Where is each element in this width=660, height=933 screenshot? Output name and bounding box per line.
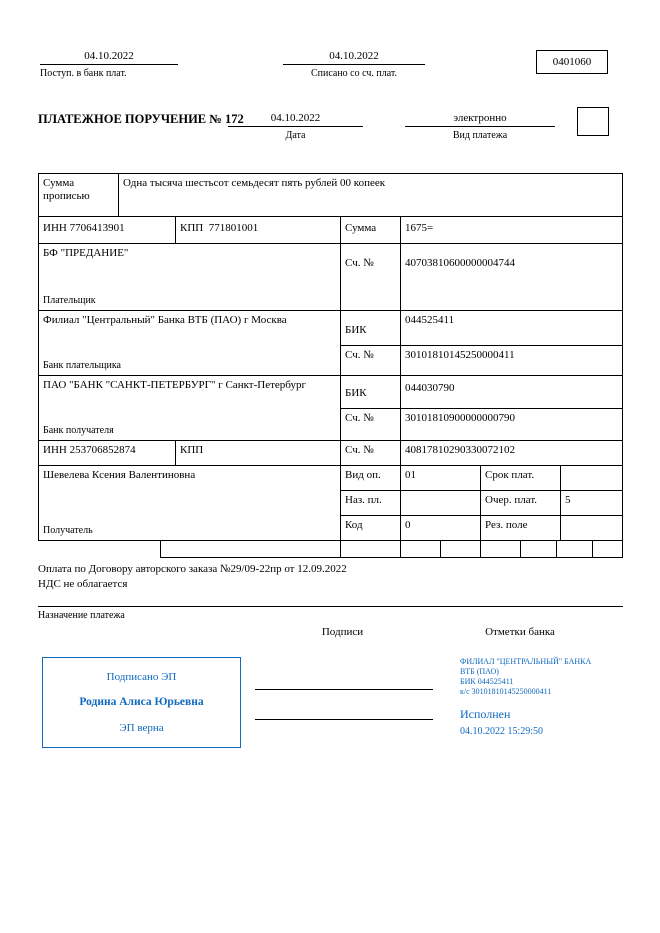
strip-cell-1 [160, 540, 341, 558]
recipient-kpp-cell: КПП [175, 440, 341, 466]
recipient-bank-account-label-cell: Сч. № [340, 408, 401, 441]
bank-marks-label: Отметки банка [485, 626, 555, 638]
received-in-bank-label: Поступ. в банк плат. [40, 68, 127, 79]
stamp-bank-name-line-2: ВТБ (ПАО) [460, 667, 499, 676]
ocher-plat-label-cell: Очер. плат. [480, 490, 561, 516]
status-box [577, 107, 609, 136]
strip-cell-2 [340, 540, 401, 558]
purpose-text [38, 562, 622, 592]
strip-cell-3 [400, 540, 441, 558]
document-title: ПЛАТЕЖНОЕ ПОРУЧЕНИЕ № 172 [38, 112, 244, 126]
recipient-name: Шевелева Ксения Валентиновна [43, 469, 196, 481]
amount-label-cell: Сумма [340, 216, 401, 244]
date-label: Дата [285, 130, 306, 141]
recipient-cell [38, 465, 341, 541]
recipient-bank-bik-label-cell: БИК [340, 375, 401, 409]
payer-account-label-cell: Сч. № [340, 243, 401, 311]
signature-line-2 [255, 719, 433, 720]
payer-cell [38, 243, 341, 311]
payer-bank-label: Банк плательщика [43, 360, 121, 371]
payer-inn-cell: ИНН 7706413901 [38, 216, 176, 244]
recipient-account-cell: 40817810290330072102 [400, 440, 623, 466]
recipient-bank-name: ПАО "БАНК "САНКТ-ПЕТЕРБУРГ" г Санкт-Петербург [43, 379, 306, 391]
srok-plat-label-cell: Срок плат. [480, 465, 561, 491]
ocher-plat-value-cell: 5 [560, 490, 623, 516]
debited-from-account-field [283, 50, 425, 79]
strip-cell-8 [592, 540, 623, 558]
stamp-bik: БИК 044525411 [460, 677, 514, 686]
rez-pole-value-cell [560, 515, 623, 541]
recipient-bank-account-cell: 30101810900000000790 [400, 408, 623, 441]
payer-bank-account-cell: 30101810145250000411 [400, 345, 623, 376]
stamp-corr-account: к/с 30101810145250000411 [460, 687, 552, 696]
recipient-label: Получатель [43, 525, 93, 536]
date-value: 04.10.2022 [228, 112, 363, 127]
ep-valid-text: ЭП верна [119, 722, 164, 735]
payer-bank-cell [38, 310, 341, 376]
recipient-bank-label: Банк получателя [43, 425, 114, 436]
strip-cell-7 [556, 540, 593, 558]
date-field [228, 112, 363, 141]
stamp-status: Исполнен [460, 707, 511, 721]
stamp-datetime: 04.10.2022 15:29:50 [460, 726, 544, 737]
form-code: 0401060 [552, 56, 592, 68]
form-code-box [536, 50, 608, 74]
payer-bank-name: Филиал "Центральный" Банка ВТБ (ПАО) г Москва [43, 314, 287, 326]
payer-bank-account-label-cell: Сч. № [340, 345, 401, 376]
received-in-bank-field [40, 50, 178, 79]
bank-stamp [460, 657, 615, 737]
amount-value-cell: 1675= [400, 216, 623, 244]
naz-pl-label-cell: Наз. пл. [340, 490, 401, 516]
naz-pl-value-cell [400, 490, 481, 516]
strip-cell-4 [440, 540, 481, 558]
ep-signed-text: Подписано ЭП [106, 670, 177, 683]
payment-kind-field [405, 112, 555, 141]
debited-date: 04.10.2022 [283, 50, 425, 65]
kod-label-cell: Код [340, 515, 401, 541]
payer-bank-bik-label-cell: БИК [340, 310, 401, 346]
amount-words-label-cell: Сумма прописью [38, 173, 119, 217]
stamp-bank-name-line-1: ФИЛИАЛ "ЦЕНТРАЛЬНЫЙ" БАНКА [460, 657, 592, 666]
recipient-account-label-cell: Сч. № [340, 440, 401, 466]
debited-label: Списано со сч. плат. [310, 68, 398, 79]
received-in-bank-date: 04.10.2022 [40, 50, 178, 65]
payer-bank-bik-cell: 044525411 [400, 310, 623, 346]
purpose-label: Назначение платежа [38, 610, 125, 621]
purpose-line-2: НДС не облагается [38, 578, 128, 590]
recipient-inn-cell: ИНН 253706852874 [38, 440, 176, 466]
ep-signer-name: Родина Алиса Юрьевна [79, 696, 204, 709]
strip-cell-5 [480, 540, 521, 558]
vid-op-label-cell: Вид оп. [340, 465, 401, 491]
kod-value-cell: 0 [400, 515, 481, 541]
signatures-label: Подписи [321, 626, 364, 638]
srok-plat-value-cell [560, 465, 623, 491]
rez-pole-label-cell: Рез. поле [480, 515, 561, 541]
signature-line-1 [255, 689, 433, 690]
payer-label: Плательщик [43, 295, 96, 306]
recipient-bank-bik-cell: 044030790 [400, 375, 623, 409]
recipient-bank-cell [38, 375, 341, 441]
payment-kind-value: электронно [405, 112, 555, 127]
payer-kpp-cell: КПП 771801001 [175, 216, 341, 244]
payer-account-cell: 40703810600000004744 [400, 243, 623, 311]
payer-name: БФ "ПРЕДАНИЕ" [43, 247, 129, 259]
electronic-signature-box [42, 657, 241, 748]
purpose-line-1: Оплата по Договору авторского заказа №29/09-22пр от 12.09.2022 [38, 563, 347, 575]
vid-op-value-cell: 01 [400, 465, 481, 491]
payment-kind-label: Вид платежа [452, 130, 508, 141]
amount-words-cell: Одна тысяча шестьсот семьдесят пять рублей 00 копеек [118, 173, 623, 217]
strip-cell-6 [520, 540, 557, 558]
purpose-underline [38, 606, 623, 607]
